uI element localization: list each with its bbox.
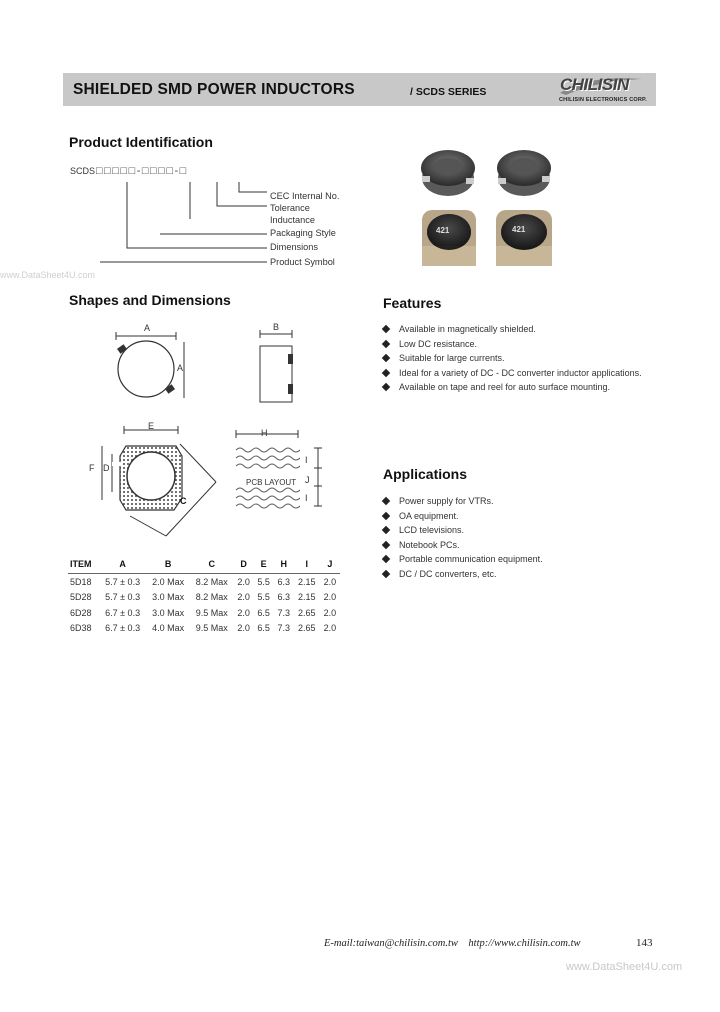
code-prefix: SCDS: [70, 166, 96, 176]
page-title: SHIELDED SMD POWER INDUCTORS: [73, 81, 355, 98]
bullet-icon: [382, 511, 390, 519]
bullet-icon: [382, 325, 390, 333]
bullet-icon: [382, 368, 390, 376]
bullet-icon: [382, 540, 390, 548]
product-id-heading: Product Identification: [69, 134, 213, 150]
list-item: DC / DC converters, etc.: [383, 567, 683, 582]
table-cell: 2.0: [323, 607, 337, 618]
col-h: H: [274, 557, 294, 574]
table-cell: 2.0: [323, 592, 337, 603]
logo-corp-name: CHILISIN ELECTRONICS CORP.: [559, 97, 647, 103]
list-item: Power supply for VTRs.: [383, 494, 683, 509]
table-row: [68, 621, 340, 637]
table-cell: 3.0 Max: [152, 607, 185, 618]
table-cell: 6.7 ± 0.3: [105, 623, 141, 634]
table-cell: 6.3: [277, 576, 290, 587]
legend-inductance: Inductance: [270, 215, 315, 225]
col-c: C: [190, 557, 234, 574]
col-a: A: [99, 557, 146, 574]
table-cell: 7.3: [277, 607, 290, 618]
table-cell: 4.0 Max: [152, 623, 185, 634]
bullet-icon: [382, 339, 390, 347]
col-j: J: [320, 557, 340, 574]
table-row: [68, 605, 340, 621]
table-cell: 2.0 Max: [152, 576, 185, 587]
list-item: LCD televisions.: [383, 523, 683, 538]
table-cell: 7.3: [277, 623, 290, 634]
list-item: Ideal for a variety of DC - DC converter inductor applications.: [383, 366, 683, 381]
watermark-left: www.DataSheet4U.com: [0, 270, 96, 280]
inductor-photo-3: [422, 210, 476, 266]
bullet-icon: [382, 526, 390, 534]
list-item: Available in magnetically shielded.: [383, 322, 683, 337]
table-cell: 9.5 Max: [195, 607, 228, 618]
legend-product-symbol: Product Symbol: [270, 257, 335, 267]
dim-label-b: B: [273, 322, 280, 332]
table-cell: 2.0: [237, 592, 250, 603]
table-cell: 6D28: [70, 607, 92, 618]
list-item: Portable communication equipment.: [383, 552, 683, 567]
table-cell: 8.2 Max: [195, 576, 228, 587]
table-cell: 2.0: [237, 576, 250, 587]
table-cell: 6D38: [70, 623, 92, 634]
col-i: I: [294, 557, 320, 574]
table-cell: 6.7 ± 0.3: [105, 607, 141, 618]
list-item: Suitable for large currents.: [383, 351, 683, 366]
features-list: [383, 322, 683, 395]
table-cell: 2.0: [323, 623, 337, 634]
footer-contact: E-mail:taiwan@chilisin.com.tw http://www.chilisin.com.tw: [324, 938, 581, 949]
bullet-icon: [382, 569, 390, 577]
table-cell: 5D28: [70, 592, 92, 603]
bullet-icon: [382, 354, 390, 362]
inductor-photo-2: [497, 150, 551, 196]
table-cell: 5.7 ± 0.3: [105, 576, 141, 587]
bullet-icon: [382, 555, 390, 563]
table-row: [68, 590, 340, 606]
photo-marking-2: 421: [512, 225, 526, 234]
side-view-drawing: [250, 322, 310, 410]
table-cell: 2.65: [298, 623, 316, 634]
applications-heading: Applications: [383, 466, 468, 482]
table-cell: 2.0: [323, 576, 337, 587]
table-cell: 2.15: [298, 576, 316, 587]
watermark-footer: www.DataSheet4U.com: [566, 961, 683, 973]
legend-packaging: Packaging Style: [270, 228, 336, 238]
legend-cec-internal: CEC Internal No.: [270, 191, 340, 201]
dim-label-c: C: [180, 496, 187, 506]
table-cell: 9.5 Max: [195, 623, 228, 634]
table-cell: 2.0: [237, 607, 250, 618]
product-id-leader-lines: [100, 178, 275, 270]
top-view-drawing: [100, 322, 200, 410]
series-label: / SCDS SERIES: [410, 86, 487, 98]
logo-name: CHILISIN: [560, 75, 629, 94]
bullet-icon: [382, 383, 390, 391]
col-item: ITEM: [68, 557, 99, 574]
code-boxes: □□□□□-□□□□-□: [96, 165, 188, 177]
table-cell: 8.2 Max: [195, 592, 228, 603]
col-d: D: [234, 557, 254, 574]
dim-label-i-top: I: [305, 455, 308, 465]
col-b: B: [146, 557, 190, 574]
table-cell: 2.65: [298, 607, 316, 618]
table-header-row: [68, 557, 340, 574]
dim-label-a-side: A: [177, 363, 184, 373]
table-cell: 6.5: [257, 623, 270, 634]
list-item: OA equipment.: [383, 509, 683, 524]
features-heading: Features: [383, 295, 442, 311]
table-cell: 6.5: [257, 607, 270, 618]
list-item: Available on tape and reel for auto surface mounting.: [383, 380, 683, 395]
table-cell: 2.0: [237, 623, 250, 634]
dim-label-i-bottom: I: [305, 493, 308, 503]
table-cell: 5D18: [70, 576, 92, 587]
legend-dimensions: Dimensions: [270, 242, 318, 252]
photo-marking-1: 421: [436, 226, 450, 235]
pcb-layout-drawing: [230, 428, 330, 518]
product-photos: [418, 138, 558, 278]
legend-tolerance: Tolerance: [270, 203, 310, 213]
table-cell: 6.3: [277, 592, 290, 603]
dim-label-d: D: [103, 463, 110, 473]
list-item: Notebook PCs.: [383, 538, 683, 553]
list-item: Low DC resistance.: [383, 337, 683, 352]
bottom-view-drawing: [86, 418, 226, 538]
bullet-icon: [382, 497, 390, 505]
inductor-photo-1: [421, 150, 475, 196]
table-cell: 5.5: [257, 576, 270, 587]
dim-label-h: H: [261, 428, 268, 438]
dim-label-f: F: [89, 463, 95, 473]
shapes-heading: Shapes and Dimensions: [69, 292, 231, 308]
table-cell: 5.5: [257, 592, 270, 603]
table-row: [68, 574, 340, 590]
dim-label-j: J: [305, 475, 310, 485]
table-cell: 3.0 Max: [152, 592, 185, 603]
dim-label-e: E: [148, 421, 155, 431]
table-cell: 2.15: [298, 592, 316, 603]
pcb-layout-label: PCB LAYOUT: [246, 478, 297, 487]
dimensions-table: [68, 557, 340, 636]
col-e: E: [254, 557, 274, 574]
table-cell: 5.7 ± 0.3: [105, 592, 141, 603]
page-number: 143: [636, 937, 653, 949]
dim-label-a-top: A: [144, 323, 151, 333]
inductor-photo-4: [496, 210, 552, 266]
applications-list: [383, 494, 683, 581]
